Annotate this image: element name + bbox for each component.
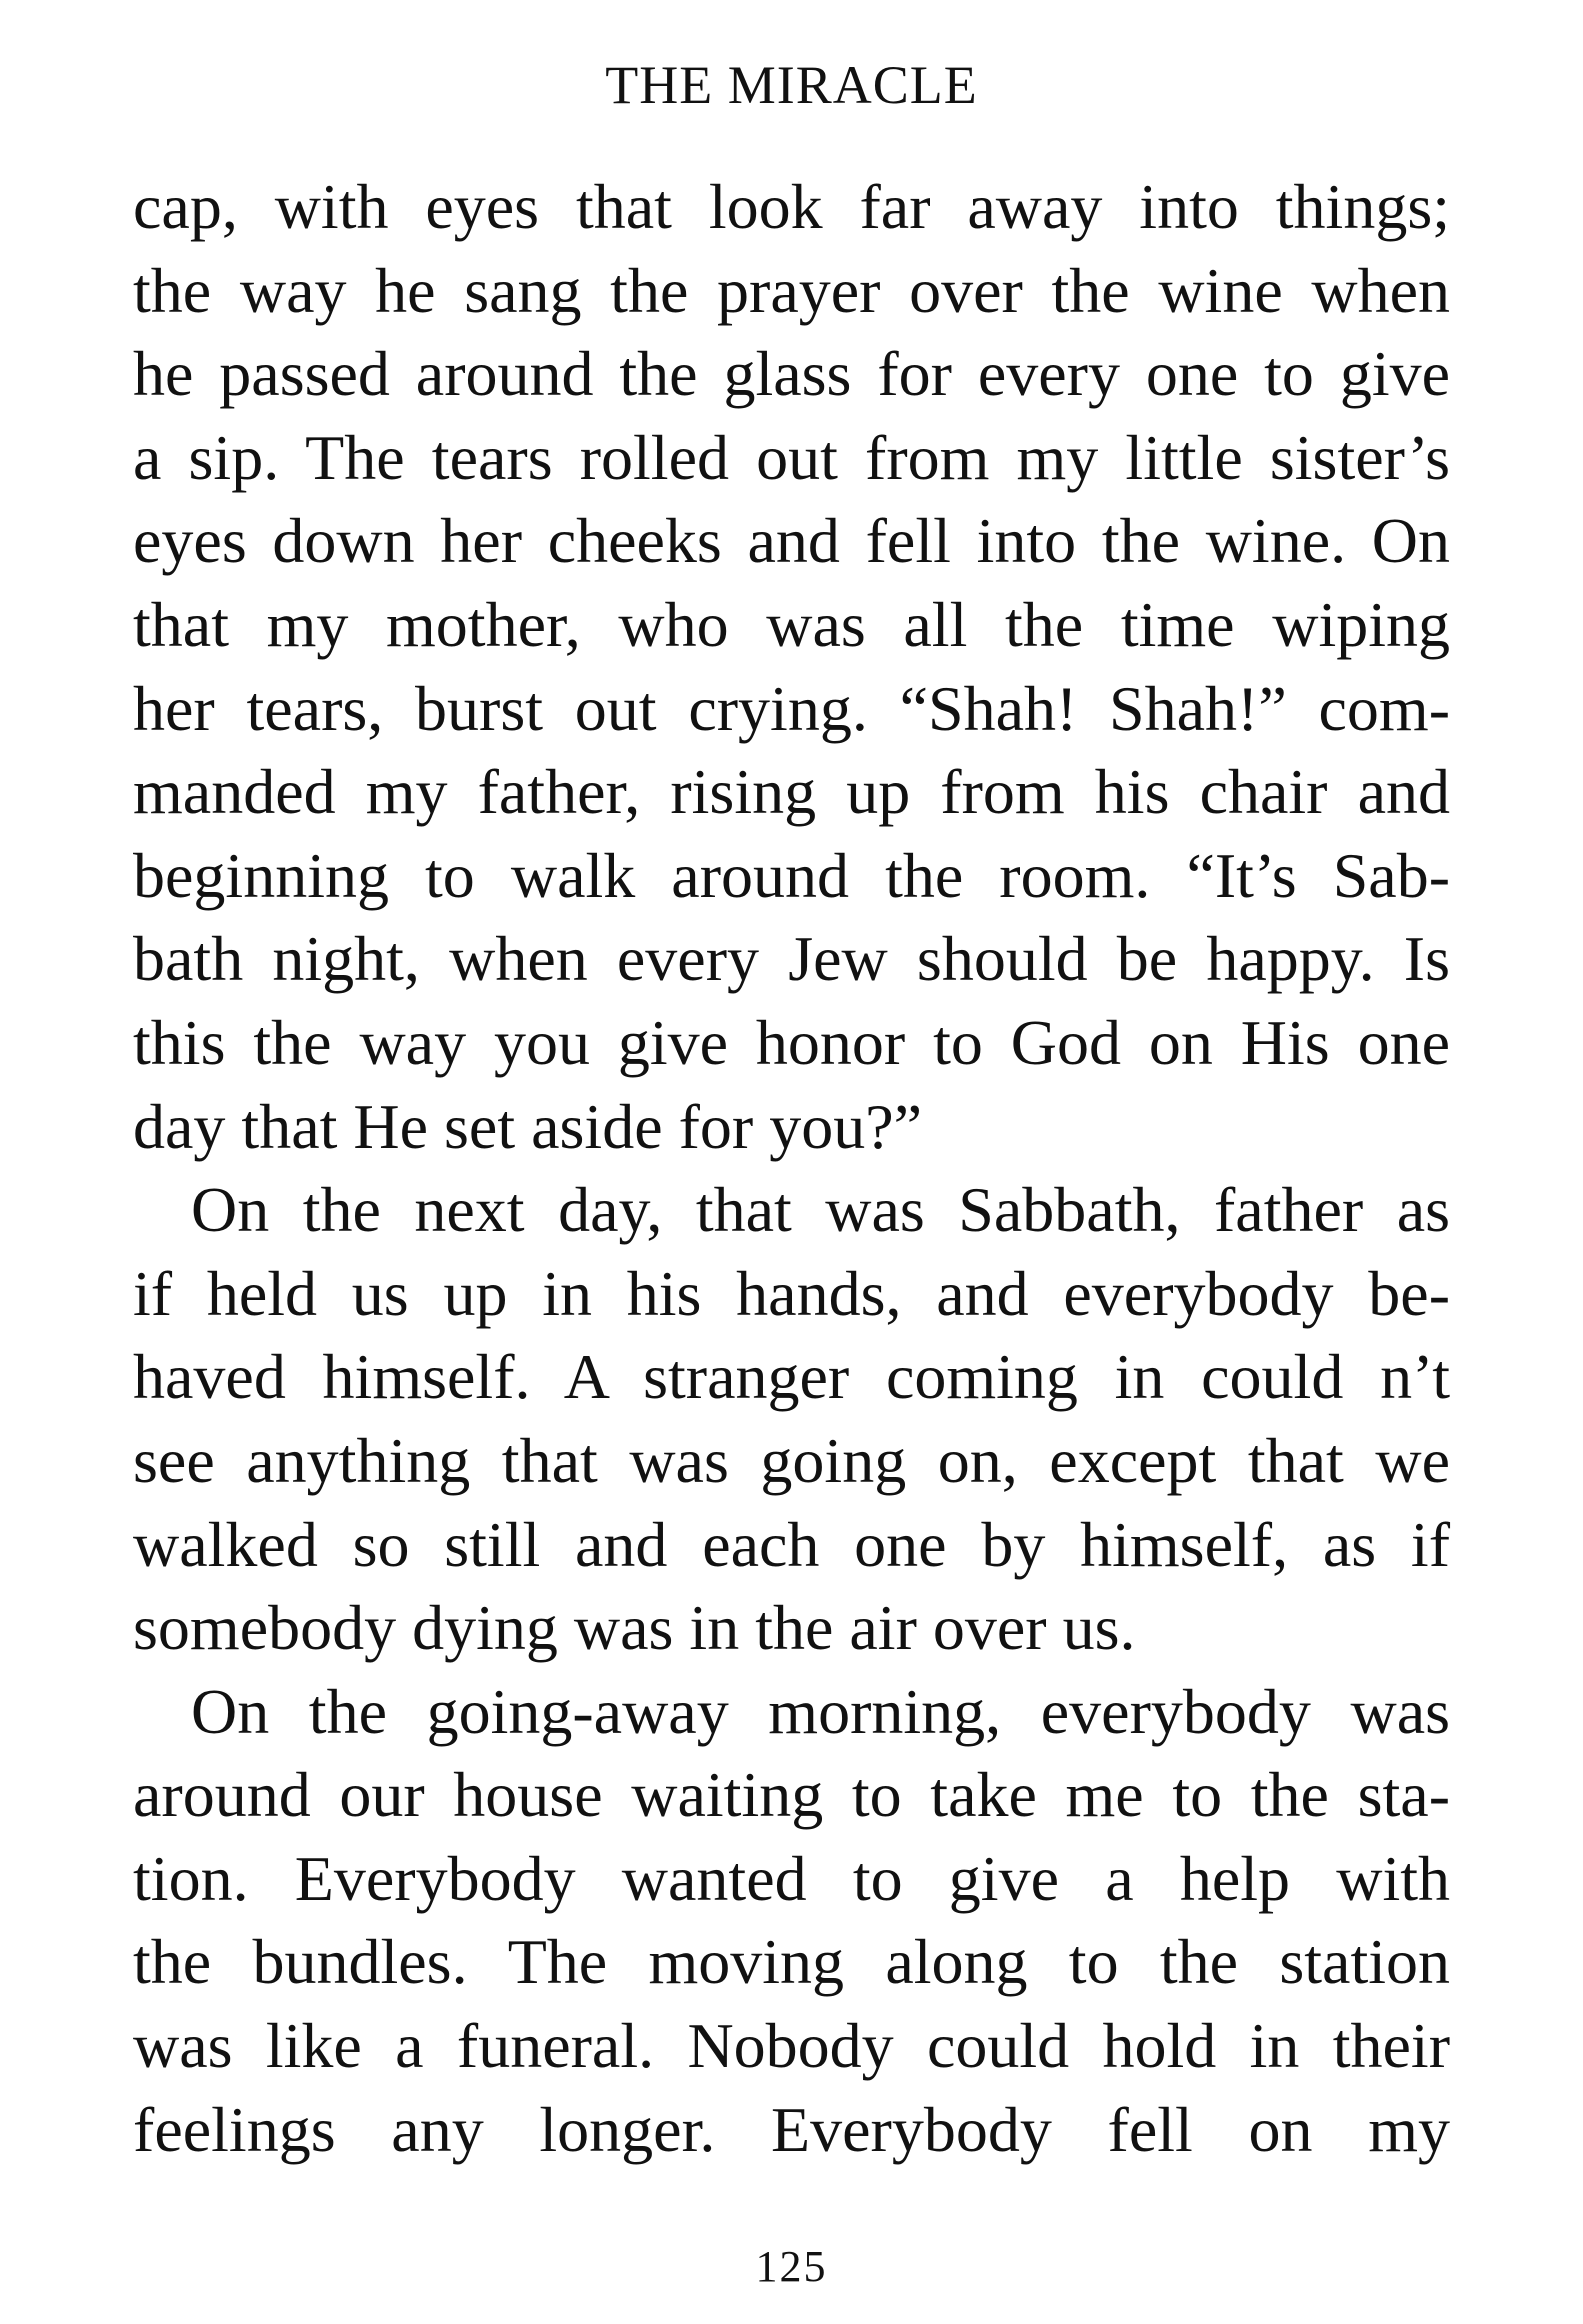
paragraph	[133, 165, 1450, 1168]
text-line: was like a funeral. Nobody could hold in their	[133, 2010, 1450, 2082]
text-line: he passed around the glass for every one to give	[133, 338, 1450, 410]
text-line: see anything that was going on, except that we	[133, 1424, 1450, 1496]
text-line: her tears, burst out crying. “Shah! Shah!” com-	[133, 672, 1450, 744]
running-head: THE MIRACLE	[605, 55, 978, 115]
text-line: if held us up in his hands, and everybody be-	[133, 1257, 1450, 1329]
paragraph	[133, 1670, 1450, 2172]
text-line: haved himself. A stranger coming in could n’t	[133, 1341, 1450, 1413]
page-number: 125	[755, 2242, 828, 2291]
text-line: around our house waiting to take me to the sta-	[133, 1759, 1450, 1831]
text-line: cap, with eyes that look far away into things;	[133, 171, 1450, 242]
text-line: the bundles. The moving along to the station	[133, 1926, 1450, 1998]
text-line: walked so still and each one by himself, as if	[133, 1508, 1450, 1580]
text-line: day that He set aside for you?”	[133, 1090, 923, 1162]
text-line: this the way you give honor to God on His one	[133, 1006, 1450, 1078]
paragraph	[133, 1168, 1450, 1670]
text-line: feelings any longer. Everybody fell on my	[133, 2093, 1450, 2165]
text-line: that my mother, who was all the time wiping	[133, 588, 1450, 660]
text-line: beginning to walk around the room. “It’s Sab-	[133, 839, 1450, 911]
text-line: manded my father, rising up from his chair and	[133, 756, 1450, 828]
text-line: eyes down her cheeks and fell into the wine. On	[133, 505, 1450, 577]
body-text	[133, 165, 1450, 2171]
text-line: somebody dying was in the air over us.	[133, 1592, 1136, 1664]
text-line: On the next day, that was Sabbath, father as	[191, 1174, 1450, 1246]
text-line: tion. Everybody wanted to give a help with	[133, 1842, 1450, 1914]
text-line: the way he sang the prayer over the wine when	[133, 254, 1450, 326]
text-line: a sip. The tears rolled out from my little sister’s	[133, 421, 1450, 493]
text-line: On the going-away morning, everybody was	[191, 1675, 1450, 1747]
text-line: bath night, when every Jew should be happy. Is	[133, 923, 1450, 995]
